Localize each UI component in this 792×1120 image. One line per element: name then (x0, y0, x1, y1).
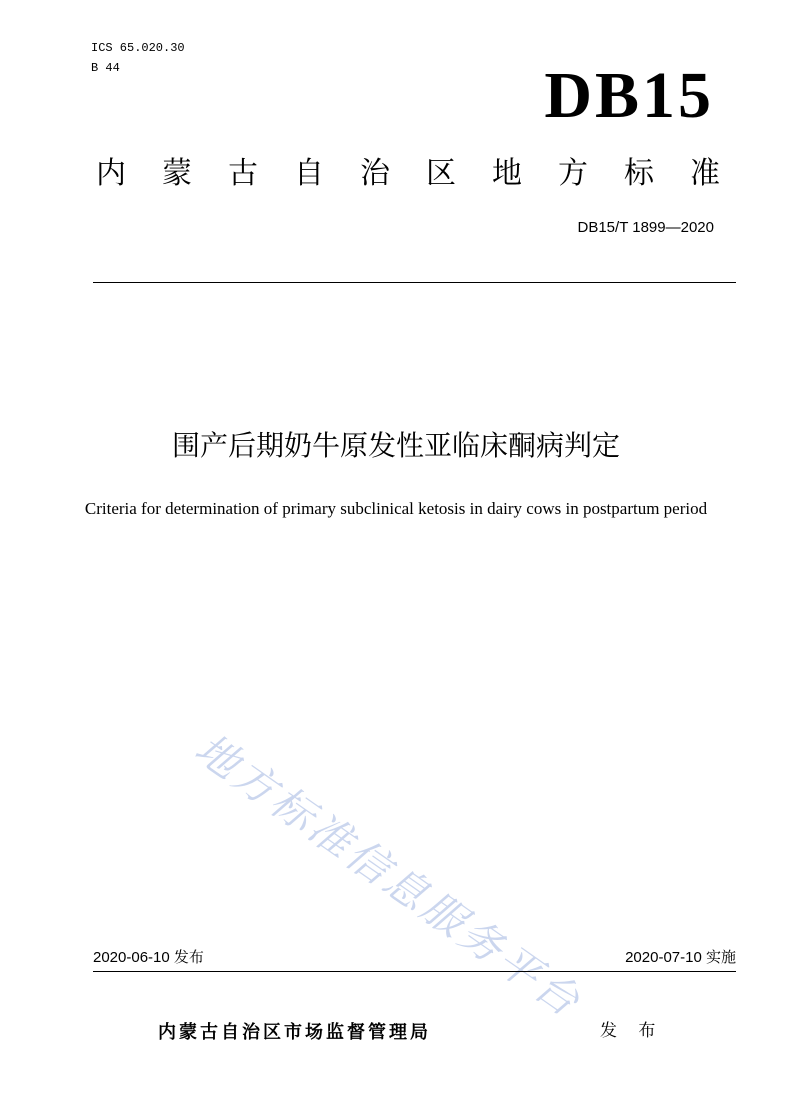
issue-word: 发 布 (600, 1021, 664, 1041)
watermark: 地方标准信息服务平台 (186, 723, 592, 1028)
standard-type (96, 152, 720, 196)
standard-number: DB15/T 1899—2020 (577, 219, 714, 236)
standard-type-char: 标 (624, 156, 654, 191)
standard-type-char: 自 (294, 156, 324, 191)
issue-date: 2020-06-10 发布 (93, 949, 204, 966)
ics-code: ICS 65.020.30 (91, 41, 185, 55)
standard-type-char: 区 (426, 156, 456, 191)
date-row (93, 947, 736, 972)
title-english: Criteria for determination of primary subclinical ketosis in dairy cows in postpartum period (84, 499, 708, 518)
standard-type-char: 准 (690, 156, 720, 191)
title-chinese: 围产后期奶牛原发性亚临床酮病判定 (171, 429, 620, 462)
issuer: 内蒙古自治区市场监督管理局 (158, 1022, 431, 1043)
standard-type-char: 蒙 (162, 156, 192, 191)
standard-type-char: 地 (492, 156, 522, 191)
implement-date: 2020-07-10 实施 (625, 949, 736, 966)
ccs-code: B 44 (91, 61, 120, 75)
classification-codes (91, 38, 185, 78)
standard-type-char: 方 (558, 156, 588, 191)
db-logo: DB15 (544, 59, 714, 132)
standard-type-char: 治 (360, 156, 390, 191)
header-divider (93, 282, 736, 283)
standard-type-char: 古 (228, 156, 258, 191)
standard-type-char: 内 (96, 156, 126, 191)
